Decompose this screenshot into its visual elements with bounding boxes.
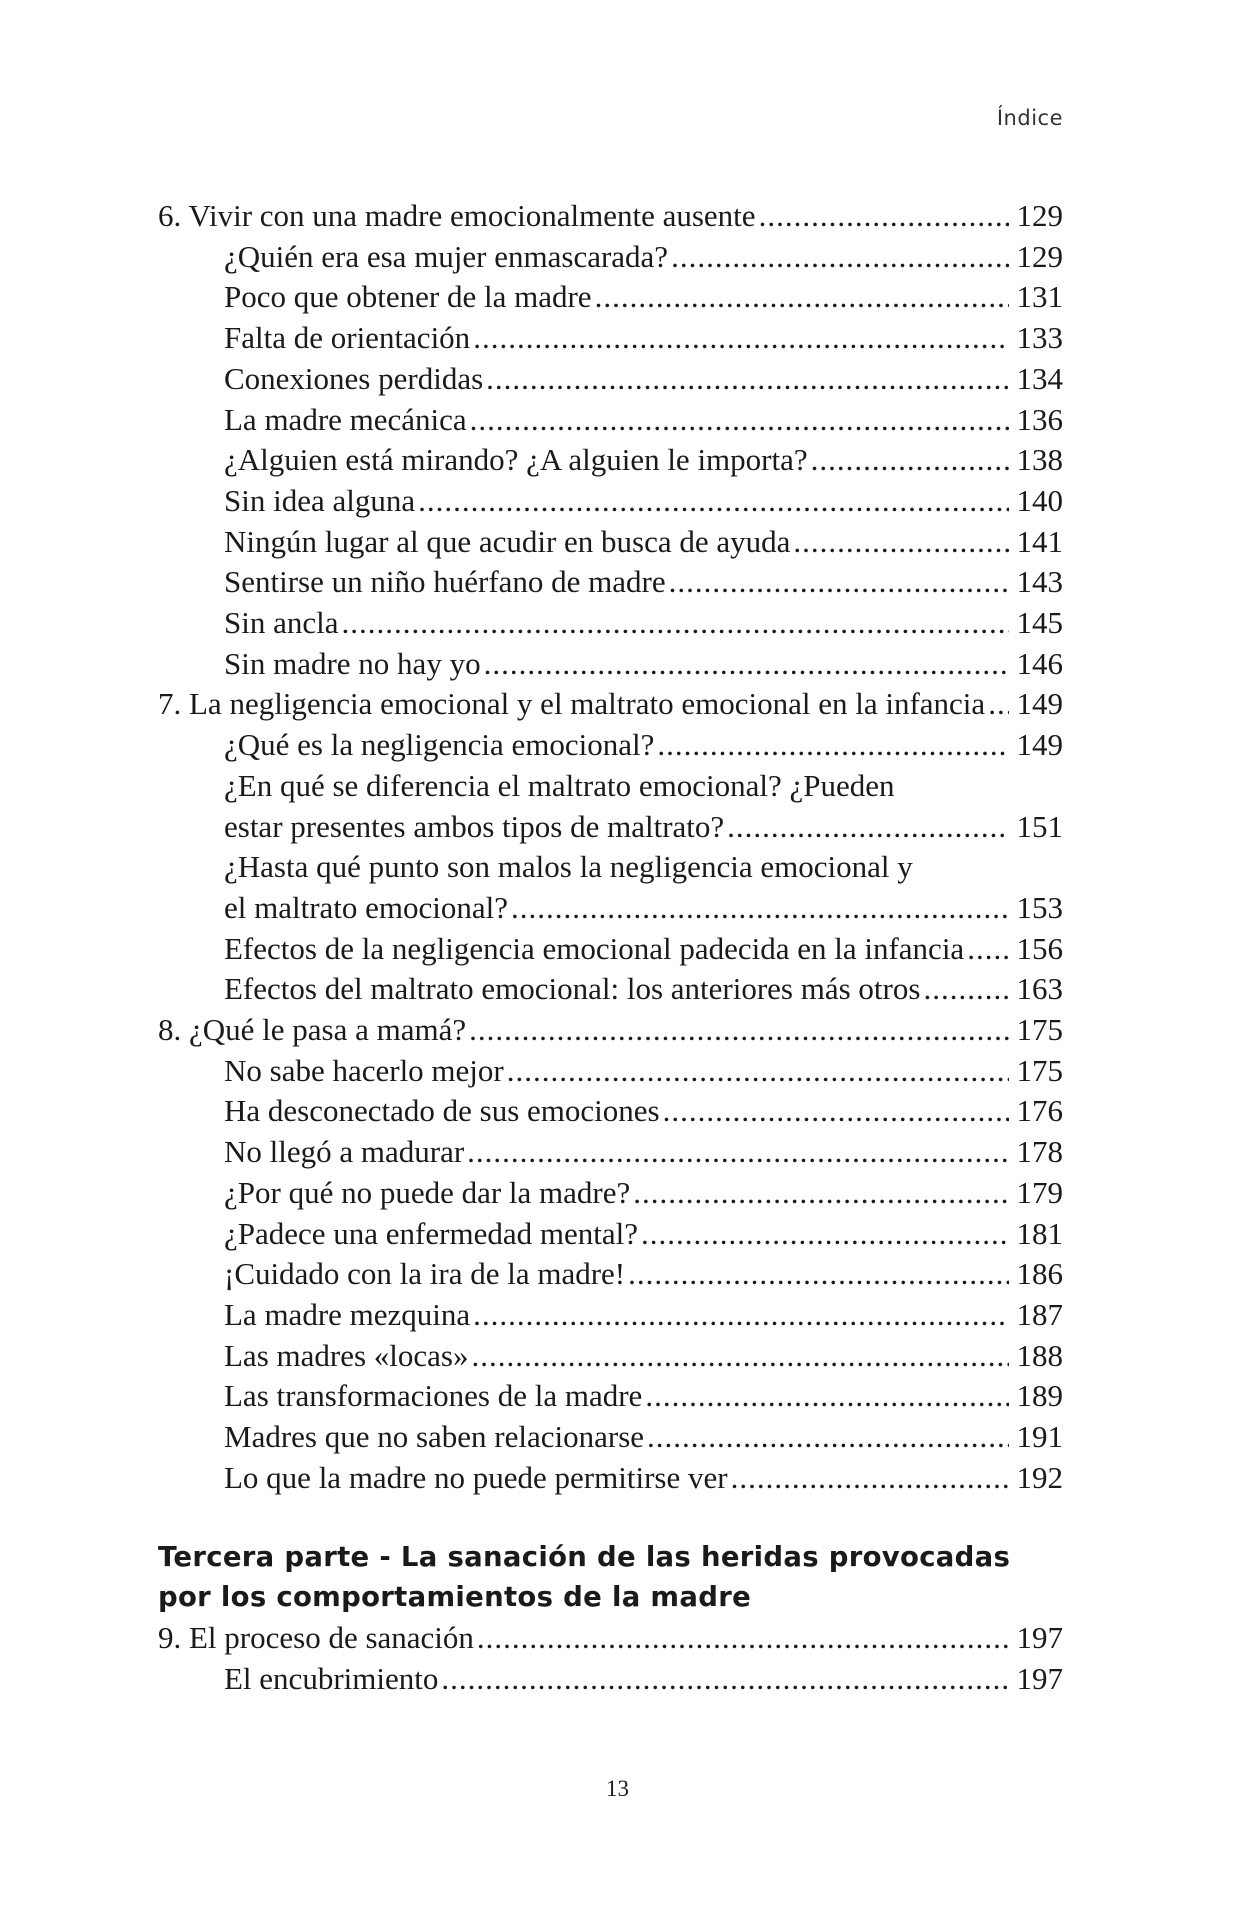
toc-entry-title: ¡Cuidado con la ira de la madre! (224, 1256, 626, 1292)
toc-section[interactable] (158, 644, 1063, 685)
toc-section[interactable] (158, 1132, 1063, 1173)
toc-entry-title: Efectos del maltrato emocional: los anteriores más otros (224, 971, 921, 1007)
toc-section[interactable] (158, 929, 1063, 970)
toc-entry-title: La madre mezquina (224, 1296, 471, 1332)
toc-page-number: 153 (1016, 889, 1063, 925)
dot-leader (507, 1051, 1009, 1092)
toc-page-number: 134 (1016, 360, 1063, 396)
dot-leader (641, 1214, 1009, 1255)
dot-leader (484, 644, 1009, 685)
toc-page-number: 145 (1016, 605, 1063, 641)
dot-leader (628, 1254, 1009, 1295)
dot-leader (418, 481, 1009, 522)
toc-entry-title-line-1[interactable]: ¿En qué se diferencia el maltrato emocional? ¿Pueden (224, 767, 895, 803)
toc-entry-title: Las madres «locas» (224, 1337, 469, 1373)
toc-entry-title-line-2: estar presentes ambos tipos de maltrato? (224, 808, 725, 844)
dot-leader (441, 1659, 1009, 1700)
toc-entry-title: ¿Padece una enfermedad mental? (224, 1215, 638, 1251)
dot-leader (342, 603, 1010, 644)
toc-chapter-8[interactable] (158, 1010, 1063, 1051)
toc-page-number: 131 (1016, 279, 1063, 315)
toc-page-number: 181 (1016, 1215, 1063, 1251)
toc-page-number: 176 (1016, 1093, 1063, 1129)
toc-section[interactable] (158, 1051, 1063, 1092)
toc-entry-title-line-1[interactable]: ¿Hasta qué punto son malos la negligencia emocional y (224, 849, 913, 885)
dot-leader (793, 522, 1009, 563)
toc-section[interactable] (158, 1091, 1063, 1132)
toc-page-number: 192 (1016, 1459, 1063, 1495)
toc-entry-title: ¿Por qué no puede dar la madre? (224, 1174, 631, 1210)
toc-section[interactable] (158, 1173, 1063, 1214)
toc-section[interactable] (158, 277, 1063, 318)
toc-section[interactable] (158, 603, 1063, 644)
toc-page-number: 197 (1016, 1660, 1063, 1696)
toc-entry-title: 8. ¿Qué le pasa a mamá? (158, 1012, 467, 1048)
dot-leader (759, 196, 1009, 237)
toc-page-number: 175 (1016, 1052, 1063, 1088)
toc-section[interactable] (158, 440, 1063, 481)
toc-page-number: 133 (1016, 320, 1063, 356)
toc-entry-title: 9. El proceso de sanación (158, 1619, 474, 1655)
dot-leader (473, 318, 1009, 359)
dot-leader (988, 684, 1009, 725)
toc-entry-title: Ha desconectado de sus emociones (224, 1093, 660, 1129)
toc-section[interactable] (158, 318, 1063, 359)
dot-leader (467, 1132, 1009, 1173)
toc-page-number: 175 (1016, 1012, 1063, 1048)
dot-leader (669, 562, 1009, 603)
toc-section[interactable] (158, 400, 1063, 441)
toc-entry-title: No llegó a madurar (224, 1134, 465, 1170)
toc-entry-title: Sin madre no hay yo (224, 645, 481, 681)
toc-section[interactable] (158, 1336, 1063, 1377)
toc-entry-title: ¿Qué es la negligencia emocional? (224, 727, 655, 763)
running-head: Índice (996, 106, 1063, 130)
toc-entry-title: 7. La negligencia emocional y el maltrato emocional en la infancia (158, 686, 986, 722)
toc-section[interactable] (158, 522, 1063, 563)
toc-entry-title: Las transformaciones de la madre (224, 1378, 643, 1414)
toc-chapter-9[interactable] (158, 1618, 1063, 1659)
toc-section[interactable] (158, 1214, 1063, 1255)
toc-section[interactable] (158, 807, 1063, 848)
toc-entry-title: 6. Vivir con una madre emocionalmente ausente (158, 198, 756, 233)
toc-section[interactable] (158, 725, 1063, 766)
toc-page-number: 188 (1016, 1337, 1063, 1373)
toc-section[interactable] (158, 969, 1063, 1010)
toc-page-number: 141 (1016, 523, 1063, 559)
table-of-contents (158, 196, 1063, 1699)
toc-entry-title: Sin ancla (224, 605, 339, 641)
dot-leader (657, 725, 1009, 766)
dot-leader (473, 1295, 1009, 1336)
dot-leader (633, 1173, 1009, 1214)
dot-leader (663, 1091, 1009, 1132)
toc-page-number: 197 (1016, 1619, 1063, 1655)
toc-entry-title: Poco que obtener de la madre (224, 279, 592, 315)
toc-entry-title: ¿Quién era esa mujer enmascarada? (224, 238, 669, 274)
toc-page-number: 129 (1016, 238, 1063, 274)
dot-leader (486, 359, 1009, 400)
dot-leader (647, 1417, 1009, 1458)
part-heading-line-2: por los comportamientos de la madre (158, 1581, 752, 1614)
toc-page-number: 138 (1016, 442, 1063, 478)
dot-leader (471, 1336, 1009, 1377)
dot-leader (731, 1458, 1009, 1499)
toc-entry-title: No sabe hacerlo mejor (224, 1052, 504, 1088)
dot-leader (595, 277, 1009, 318)
dot-leader (470, 400, 1009, 441)
toc-page-number: 146 (1016, 645, 1063, 681)
toc-section[interactable] (158, 359, 1063, 400)
toc-entry-title: ¿Alguien está mirando? ¿A alguien le importa? (224, 442, 808, 478)
toc-page-number: 149 (1016, 686, 1063, 722)
toc-entry-title-line-2: el maltrato emocional? (224, 889, 509, 925)
toc-page-number: 151 (1016, 808, 1063, 844)
toc-page-number: 178 (1016, 1134, 1063, 1170)
toc-entry-title: Lo que la madre no puede permitirse ver (224, 1459, 728, 1495)
toc-entry-title: Sentirse un niño huérfano de madre (224, 564, 666, 600)
toc-page-number: 163 (1016, 971, 1063, 1007)
dot-leader (811, 440, 1009, 481)
toc-page-number: 156 (1016, 930, 1063, 966)
toc-page-number: 143 (1016, 564, 1063, 600)
dot-leader (645, 1376, 1009, 1417)
toc-entry-title: Efectos de la negligencia emocional padecida en la infancia (224, 930, 965, 966)
toc-entry-title: Ningún lugar al que acudir en busca de ayuda (224, 523, 791, 559)
dot-leader (469, 1010, 1009, 1051)
toc-section[interactable] (158, 1254, 1063, 1295)
toc-section[interactable] (158, 481, 1063, 522)
toc-entry-title: Madres que no saben relacionarse (224, 1419, 645, 1455)
toc-section[interactable] (158, 1417, 1063, 1458)
dot-leader (727, 807, 1009, 848)
part-heading[interactable] (158, 1537, 1063, 1618)
toc-page-number: 179 (1016, 1174, 1063, 1210)
dot-leader (923, 969, 1009, 1010)
toc-section[interactable] (158, 1376, 1063, 1417)
toc-entry-title: Sin idea alguna (224, 482, 416, 518)
toc-section[interactable] (158, 1295, 1063, 1336)
toc-page-number: 140 (1016, 482, 1063, 518)
toc-section[interactable] (158, 888, 1063, 929)
toc-entry-title: Conexiones perdidas (224, 360, 484, 396)
dot-leader (671, 237, 1009, 278)
toc-page-number: 186 (1016, 1256, 1063, 1292)
toc-entry-title: El encubrimiento (224, 1660, 439, 1696)
part-heading-line-1: Tercera parte - La sanación de las heridas provocadas (158, 1540, 1011, 1573)
toc-section[interactable] (158, 237, 1063, 278)
toc-section[interactable] (158, 562, 1063, 603)
toc-entry-title: La madre mecánica (224, 401, 467, 437)
dot-leader (511, 888, 1009, 929)
toc-chapter-7[interactable] (158, 684, 1063, 725)
toc-page-number: 189 (1016, 1378, 1063, 1414)
toc-page-number: 149 (1016, 727, 1063, 763)
toc-page-number: 187 (1016, 1296, 1063, 1332)
page-number: 13 (606, 1776, 629, 1801)
toc-section[interactable] (158, 1659, 1063, 1700)
toc-section[interactable] (158, 1458, 1063, 1499)
toc-chapter-6[interactable] (158, 196, 1063, 237)
dot-leader (967, 929, 1009, 970)
dot-leader (477, 1618, 1009, 1659)
toc-page-number: 191 (1016, 1419, 1063, 1455)
toc-page-number: 129 (1016, 198, 1063, 233)
toc-entry-title: Falta de orientación (224, 320, 471, 356)
toc-page-number: 136 (1016, 401, 1063, 437)
